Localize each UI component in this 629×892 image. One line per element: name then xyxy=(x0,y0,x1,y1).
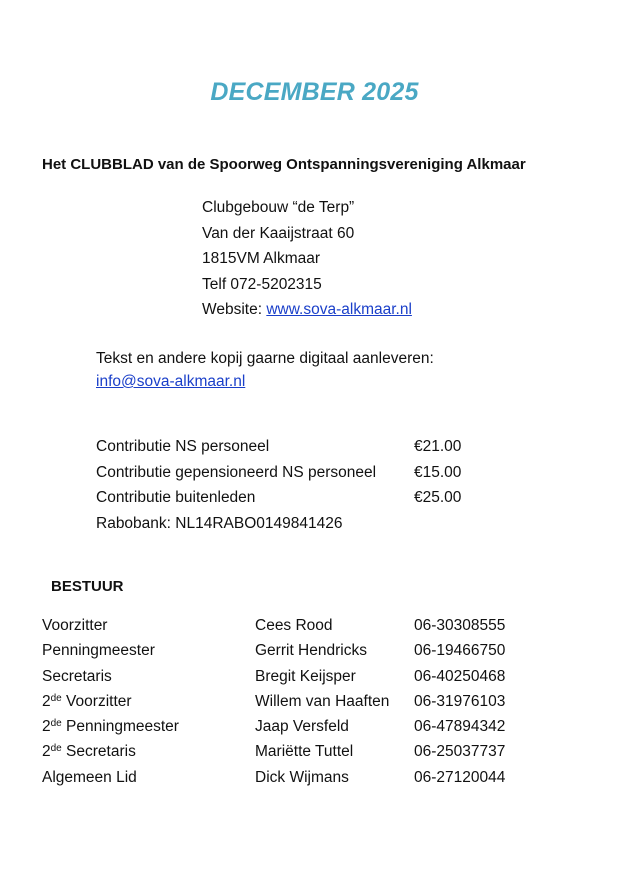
board-member-name: Mariëtte Tuttel xyxy=(255,743,354,761)
newsletter-subtitle: Het CLUBBLAD van de Spoorweg Ontspanningsvereniging Alkmaar xyxy=(42,156,526,173)
board-member-phone: 06-40250468 xyxy=(414,667,506,685)
clubhouse-name: Clubgebouw “de Terp” xyxy=(202,199,355,216)
bank-account: Rabobank: NL14RABO0149841426 xyxy=(96,514,343,532)
board-member-name: Gerrit Hendricks xyxy=(255,642,367,660)
board-role: 2de Penningmeester xyxy=(42,718,179,736)
street-address: Van der Kaaijstraat 60 xyxy=(202,224,355,242)
fee-row xyxy=(96,460,496,486)
board-row xyxy=(42,642,522,667)
board-member-phone: 06-27120044 xyxy=(414,768,506,786)
board-row xyxy=(42,743,522,768)
website-line xyxy=(202,297,412,323)
board-member-phone: 06-25037737 xyxy=(414,743,506,761)
page-title: DECEMBER 2025 xyxy=(210,78,419,106)
fees-block xyxy=(96,434,496,536)
board-member-name: Willem van Haaften xyxy=(255,692,390,710)
email-link[interactable]: info@sova-alkmaar.nl xyxy=(96,373,246,390)
submission-text: Tekst en andere kopij gaarne digitaal aanleveren: xyxy=(96,350,434,367)
address-block xyxy=(202,195,412,323)
board-row xyxy=(42,769,522,794)
website-link[interactable]: www.sova-alkmaar.nl xyxy=(266,301,412,318)
board-role: 2de Voorzitter xyxy=(42,692,132,710)
board-role: Algemeen Lid xyxy=(42,768,137,786)
board-role: Penningmeester xyxy=(42,642,155,660)
submission-note xyxy=(96,347,434,393)
board-member-phone: 06-31976103 xyxy=(414,692,506,710)
fee-label: Contributie NS personeel xyxy=(96,438,270,455)
fee-label: Contributie gepensioneerd NS personeel xyxy=(96,463,377,481)
board-row xyxy=(42,718,522,743)
fee-amount: €21.00 xyxy=(414,438,462,455)
fee-row xyxy=(96,434,496,460)
board-member-name: Dick Wijmans xyxy=(255,768,349,786)
board-role: Secretaris xyxy=(42,667,112,685)
fee-row xyxy=(96,485,496,511)
website-label: Website: xyxy=(202,301,267,318)
board-table xyxy=(42,617,522,794)
board-member-phone: 06-19466750 xyxy=(414,642,506,660)
fee-label: Contributie buitenleden xyxy=(96,489,256,506)
board-heading: BESTUUR xyxy=(51,578,124,595)
board-row xyxy=(42,617,522,642)
board-role: 2de Secretaris xyxy=(42,743,136,761)
fee-amount: €15.00 xyxy=(414,463,462,481)
board-member-name: Cees Rood xyxy=(255,617,333,634)
board-member-name: Jaap Versfeld xyxy=(255,718,349,736)
board-row xyxy=(42,693,522,718)
board-row xyxy=(42,668,522,693)
fee-amount: €25.00 xyxy=(414,489,462,506)
board-member-phone: 06-30308555 xyxy=(414,617,506,634)
board-member-phone: 06-47894342 xyxy=(414,718,506,736)
board-role: Voorzitter xyxy=(42,617,108,634)
board-member-name: Bregit Keijsper xyxy=(255,667,356,685)
postal-city: 1815VM Alkmaar xyxy=(202,250,321,267)
phone-number: Telf 072-5202315 xyxy=(202,275,322,293)
